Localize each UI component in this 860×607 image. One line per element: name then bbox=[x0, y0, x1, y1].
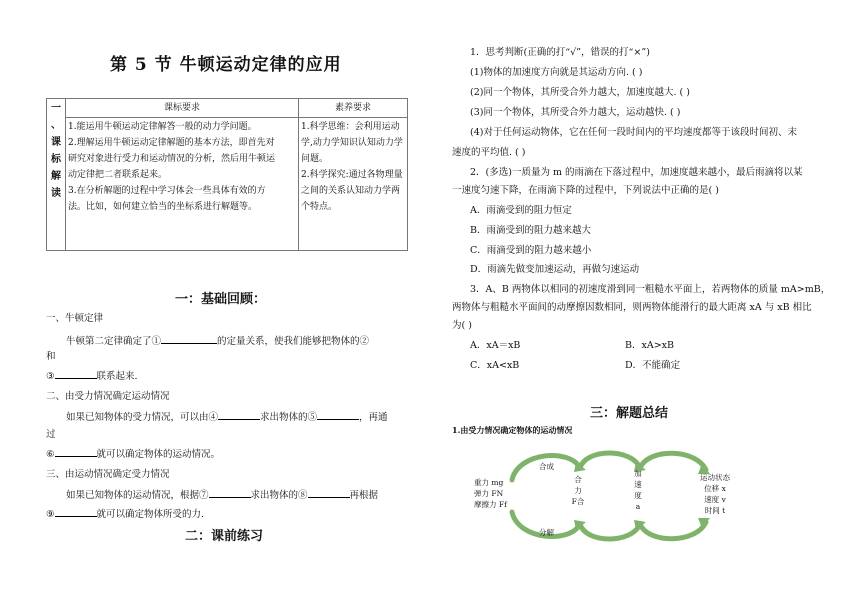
literacy-line: 2.科学探究:通过各物理量 bbox=[301, 170, 403, 180]
review-section-1: 一、牛顿定律 bbox=[46, 313, 104, 324]
q1-item: (4)对于任何运动物体，它在任何一段时间内的平均速度都等于该段时间初、末 bbox=[470, 127, 797, 138]
side-char: 课 bbox=[51, 137, 61, 148]
review-line-5 bbox=[46, 447, 220, 462]
review-line-1 bbox=[66, 334, 369, 349]
q3-line: 两物体与粗糙水平面间的动摩擦因数相同，则两物体能滑行的最大距离 xA 与 xB 相比 bbox=[452, 302, 812, 313]
col2-header: 素养要求 bbox=[299, 99, 408, 118]
decompose-label: 分解 bbox=[539, 528, 554, 537]
blank-6[interactable] bbox=[55, 447, 97, 457]
side-char: 标 bbox=[51, 154, 61, 165]
text: 如果已知物体的运动情况，根据⑦ bbox=[66, 490, 209, 501]
objectives-table bbox=[46, 98, 408, 251]
review-heading: 一：基础回顾： bbox=[175, 292, 267, 307]
text: 就可以确定物体所受的力. bbox=[96, 509, 205, 520]
text: 就可以确定物体的运动情况。 bbox=[96, 449, 221, 460]
net-force-char: 合 bbox=[574, 475, 582, 484]
review-line-2 bbox=[46, 369, 138, 384]
blank-7[interactable] bbox=[209, 488, 251, 498]
accel-char: 加 bbox=[634, 469, 642, 478]
col2-body bbox=[299, 118, 408, 251]
q3-option-b[interactable]: B．xA>xB bbox=[625, 340, 674, 351]
text: 联系起来. bbox=[96, 371, 138, 382]
gravity-label: 重力 mg bbox=[474, 478, 504, 487]
friction-label: 摩擦力 Ff bbox=[474, 500, 507, 509]
forces-list bbox=[474, 477, 507, 510]
page-title: 第 5 节 牛顿运动定律的应用 bbox=[110, 55, 342, 75]
q2-option-d[interactable]: D．雨滴先做变加速运动，再做匀速运动 bbox=[470, 264, 640, 275]
q2-option-c[interactable]: C．雨滴受到的阻力越来越小 bbox=[470, 245, 592, 256]
q3-option-c[interactable]: C．xA<xB bbox=[470, 360, 520, 371]
accel-char: 度 bbox=[634, 491, 642, 500]
side-char: 、 bbox=[51, 120, 61, 131]
literacy-line: 之间的关系认知动力学两 bbox=[301, 186, 401, 196]
q2-line: 一速度匀速下降，在雨滴下降的过程中，下列说法中正确的是( ) bbox=[452, 185, 719, 196]
literacy-line: 个特点。 bbox=[301, 202, 338, 212]
review-line-4: 过 bbox=[46, 429, 56, 440]
side-char: 读 bbox=[51, 188, 61, 199]
top-arc-3 bbox=[640, 453, 706, 470]
col1-header: 课标要求 bbox=[66, 99, 299, 118]
text: 如果已知物体的受力情况，可以由④ bbox=[66, 412, 219, 423]
bottom-arc-2 bbox=[580, 524, 640, 539]
compose-label: 合成 bbox=[539, 462, 554, 471]
text: 牛顿第二定律确定了① bbox=[66, 336, 162, 347]
review-line-3 bbox=[66, 410, 388, 425]
q1-item: (2)同一个物体，其所受合外力越大，加速度越大. ( ) bbox=[470, 87, 690, 98]
summary-heading: 三：解题总结 bbox=[590, 406, 669, 421]
q1-item: 速度的平均值. ( ) bbox=[452, 147, 526, 158]
blank-1[interactable] bbox=[161, 334, 217, 344]
text: 求出物体的⑧ bbox=[250, 490, 308, 501]
objective-line: 2.理解运用牛顿运动定律解题的基本方法，即首先对 bbox=[68, 138, 275, 148]
q2-option-a[interactable]: A．雨滴受到的阻力恒定 bbox=[470, 205, 572, 216]
q3-option-a[interactable]: A．xA＝xB bbox=[470, 340, 521, 351]
objective-line: 法。比如，如何建立恰当的坐标系进行解题等。 bbox=[68, 202, 258, 212]
normal-force-label: 弹力 FN bbox=[474, 489, 504, 498]
q3-line: 为( ) bbox=[452, 320, 472, 331]
velocity-label: 速度 v bbox=[704, 495, 726, 504]
review-section-2: 二、由受力情况确定运动情况 bbox=[46, 391, 170, 402]
col1-body bbox=[66, 118, 299, 251]
q1-intro: 1．思考判断(正确的打“√”，错误的打“×”) bbox=[470, 47, 650, 58]
blank-5[interactable] bbox=[317, 410, 359, 420]
accel-char: 速 bbox=[634, 480, 642, 489]
top-arc-2 bbox=[580, 453, 640, 468]
net-force-symbol: F合 bbox=[571, 497, 585, 506]
text: ，再通 bbox=[359, 412, 388, 423]
review-line-6 bbox=[66, 488, 378, 503]
review-line-7 bbox=[46, 507, 204, 522]
objectives-side-label bbox=[47, 99, 66, 251]
objective-line: 3.在分析解题的过程中学习体会一些具体有效的方 bbox=[68, 186, 266, 196]
blank-3[interactable] bbox=[55, 369, 97, 379]
q2-line: 2．(多选)一质量为 m 的雨滴在下落过程中，加速度越来越小，最后雨滴将以某 bbox=[470, 167, 803, 178]
literacy-line: 问题。 bbox=[301, 154, 329, 164]
text: 再根据 bbox=[349, 490, 379, 501]
motion-state-list bbox=[700, 472, 730, 516]
motion-title: 运动状态 bbox=[700, 473, 730, 482]
q3-option-d[interactable]: D．不能确定 bbox=[625, 360, 681, 371]
q1-item: (1)物体的加速度方向就是其运动方向. ( ) bbox=[470, 67, 643, 78]
time-label: 时间 t bbox=[704, 506, 726, 515]
blank-4[interactable] bbox=[218, 410, 260, 420]
objective-line: 研究对象进行受力和运动情况的分析，然后用牛顿运 bbox=[68, 154, 276, 164]
bottom-arc-3 bbox=[640, 522, 706, 539]
side-char: 一 bbox=[51, 103, 61, 114]
q1-item: (3)同一个物体，其所受合外力越大，运动越快. ( ) bbox=[470, 107, 681, 118]
side-char: 解 bbox=[51, 171, 61, 182]
q2-option-b[interactable]: B．雨滴受到的阻力越来越大 bbox=[470, 225, 591, 236]
objective-line: 动定律把二者联系起来。 bbox=[68, 170, 168, 180]
text: ⑨ bbox=[46, 509, 55, 520]
blank-8[interactable] bbox=[308, 488, 350, 498]
objective-line: 1.能运用牛顿运动定律解答一般的动力学问题。 bbox=[68, 122, 257, 132]
review-line-1-wrap: 和 bbox=[46, 351, 56, 362]
q3-line: 3．A、B 两物体以相同的初速度滑到同一粗糙水平面上，若两物体的质量 mA>mB， bbox=[470, 284, 831, 295]
text: 求出物体的⑤ bbox=[260, 412, 318, 423]
text: ⑥ bbox=[46, 449, 55, 460]
literacy-line: 1.科学思维：会利用运动 bbox=[301, 122, 400, 132]
net-force-node bbox=[570, 474, 586, 507]
practice-heading: 二：课前练习 bbox=[185, 529, 264, 544]
summary-subheading: 1.由受力情况确定物体的运动情况 bbox=[452, 425, 573, 435]
review-section-3: 三、由运动情况确定受力情况 bbox=[46, 469, 170, 480]
accel-symbol: a bbox=[635, 502, 641, 511]
literacy-line: 学,动力学知识认知动力学 bbox=[301, 138, 403, 148]
text: ③ bbox=[46, 371, 55, 382]
displacement-label: 位移 x bbox=[704, 484, 726, 493]
text: 的定量关系，使我们能够把物体的② bbox=[217, 336, 370, 347]
blank-9[interactable] bbox=[55, 507, 97, 517]
acceleration-node bbox=[632, 468, 644, 512]
net-force-char: 力 bbox=[574, 486, 582, 495]
